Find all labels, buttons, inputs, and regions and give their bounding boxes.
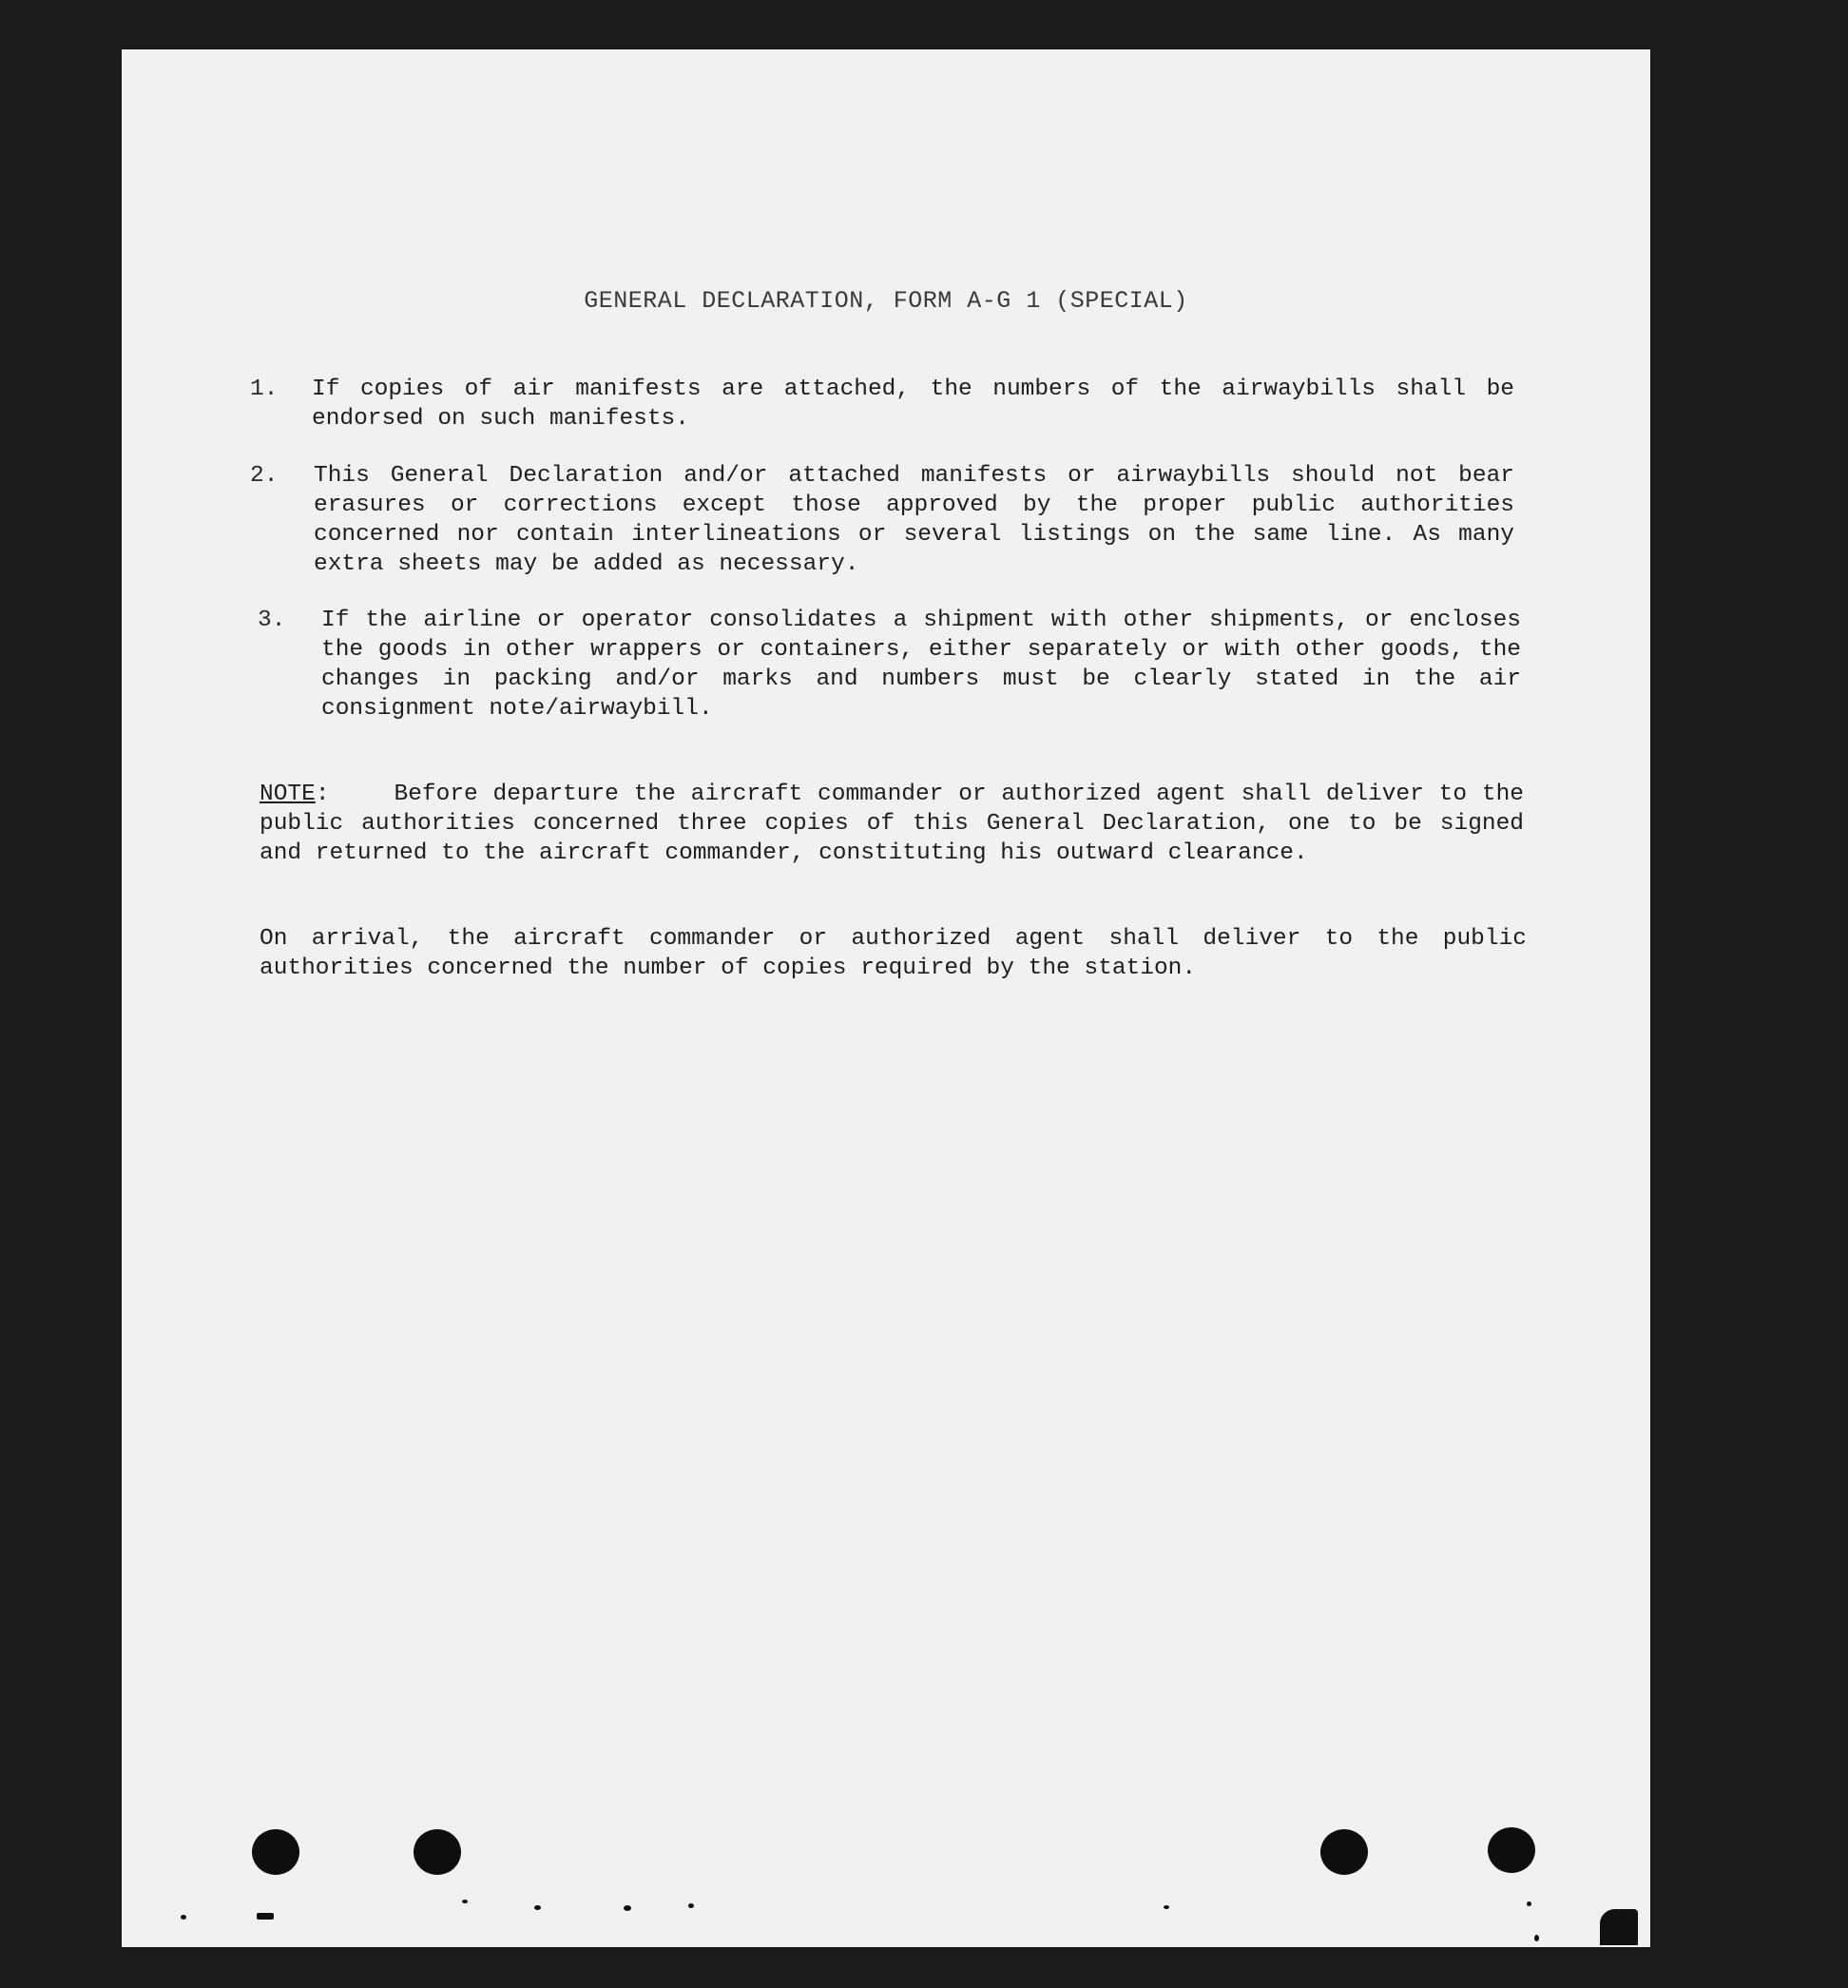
speck [462,1900,468,1903]
item-2-number: 2. [250,463,279,489]
document-title: GENERAL DECLARATION, FORM A-G 1 (SPECIAL) [584,287,1188,315]
note-text: Before departure the aircraft commander or authorized agent shall deliver to the public authorities concerned three copies of this General Declaration, one to be signed and returned to the aircraft commander, constituting his outward clearance. [260,782,1524,866]
speck [624,1905,631,1911]
speck [1164,1905,1169,1909]
document-page [122,49,1650,1947]
speck [257,1913,274,1920]
arrival-paragraph: On arrival, the aircraft commander or authorized agent shall deliver to the public authorities concerned the number of copies required by the station. [260,926,1527,981]
speck [181,1915,186,1920]
punch-hole-4 [1488,1827,1535,1873]
item-1-text: If copies of air manifests are attached, the numbers of the airwaybills shall be endorsed on such manifests. [312,376,1514,432]
punch-hole-3 [1320,1829,1368,1875]
speck [688,1903,694,1908]
item-1-number: 1. [250,376,279,402]
note-label: NOTE: [260,782,330,807]
note-paragraph [260,780,1524,868]
item-2-text: This General Declaration and/or attached manifests or airwaybills should not bear erasures or corrections except those approved by the proper public authorities concerned nor contain interlineations or several listings on the same line. As many extra sheets may be added as necessary. [314,463,1514,577]
item-3-number: 3. [258,608,286,633]
speck [1534,1935,1539,1941]
punch-hole-2 [414,1829,461,1875]
speck [1527,1901,1531,1906]
speck [1600,1909,1638,1945]
speck [534,1905,541,1910]
item-3-text: If the airline or operator consolidates a shipment with other shipments, or encloses the goods in other wrappers or containers, either separately or with other goods, the changes in packing and/or marks and numbers must be clearly stated in the air consignment note/airwaybill. [321,608,1521,722]
punch-hole-1 [252,1829,299,1875]
